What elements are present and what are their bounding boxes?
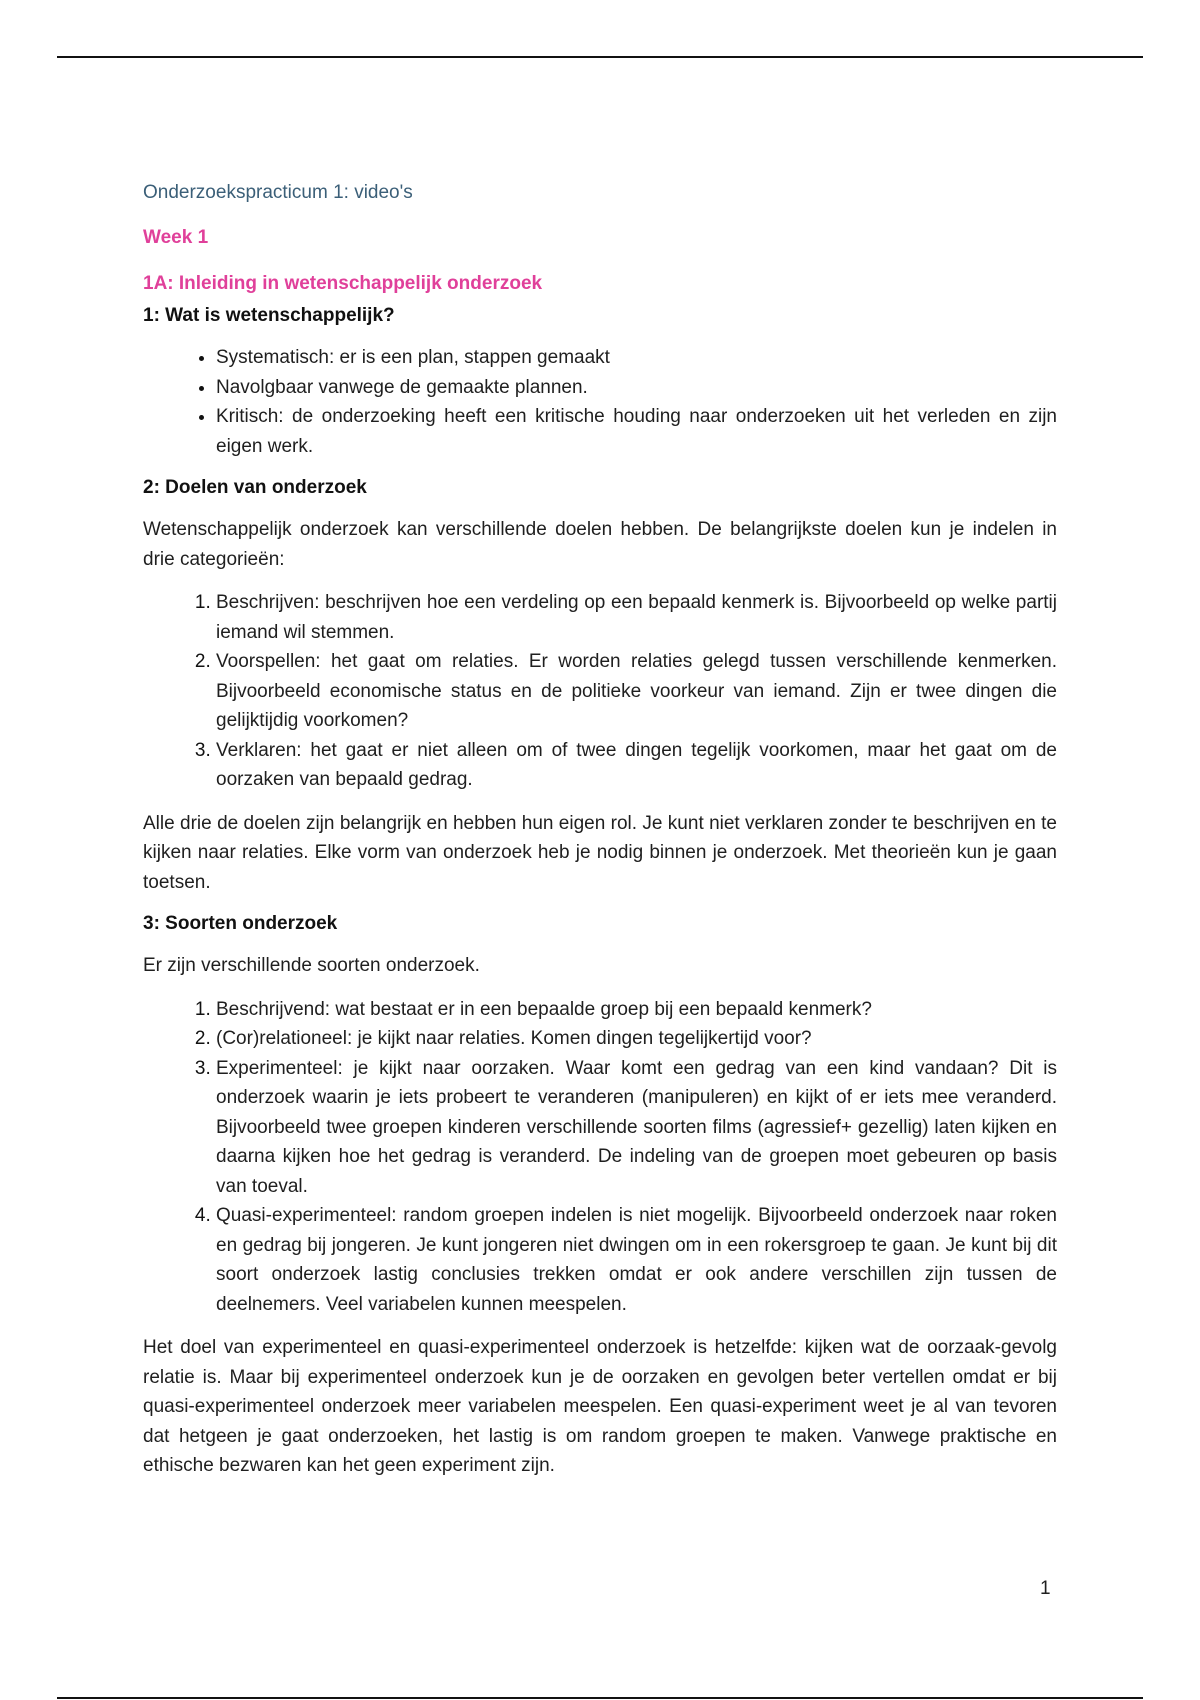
page-number: 1 <box>1040 1578 1051 1599</box>
list-item: • Navolgbaar vanwege de gemaakte plannen. <box>216 373 1057 403</box>
list-item: 2. Voorspellen: het gaat om relaties. Er worden relaties gelegd tussen verschillende kenmerken. Bijvoorbeeld economische status en de politieke voorkeur van iemand. Zijn er twee dingen die gelijktijdig voorkomen? <box>216 647 1057 736</box>
paragraph: Wetenschappelijk onderzoek kan verschillende doelen hebben. De belangrijkste doelen kun je indelen in drie categorieën: <box>143 519 1057 570</box>
bullet-list <box>143 343 1057 461</box>
footer-rule <box>57 1697 1143 1699</box>
list-item: 2. (Cor)relationeel: je kijkt naar relaties. Komen dingen tegelijkertijd voor? <box>216 1024 1057 1054</box>
list-item: • Systematisch: er is een plan, stappen gemaakt <box>216 343 1057 373</box>
subheading-doelen-van-onderzoek: 2: Doelen van onderzoek <box>143 477 367 498</box>
list-item: 3. Experimenteel: je kijkt naar oorzaken. Waar komt een gedrag van een kind vandaan? Dit is onderzoek waarin je iets probeert te veranderen (manipuleren) en kijkt of er iets mee veranderd. Bijvoorbeeld twee groepen kinderen verschillende soorten films (agressief+ gezellig) laten kijken en daarna kijken hoe het gedrag is veranderd. De indeling van de groepen moet gebeuren op basis van toeval. <box>216 1054 1057 1202</box>
numbered-list <box>143 588 1057 795</box>
paragraph: Er zijn verschillende soorten onderzoek. <box>143 955 480 976</box>
header-rule <box>57 56 1143 58</box>
paragraph: Het doel van experimenteel en quasi-experimenteel onderzoek is hetzelfde: kijken wat de oorzaak-gevolg relatie is. Maar bij experimenteel onderzoek kun je de oorzaken en gevolgen beter vertellen omdat er bij quasi-experimenteel onderzoek meer variabelen meespelen. Een quasi-experiment weet je al van tevoren dat hetgeen je gaat onderzoeken, het lastig is om random groepen te maken. Vanwege praktische en ethische bezwaren kan het geen experiment zijn. <box>143 1337 1057 1476</box>
subheading-soorten-onderzoek: 3: Soorten onderzoek <box>143 913 338 934</box>
numbered-list <box>143 995 1057 1320</box>
list-item: • Kritisch: de onderzoeking heeft een kritische houding naar onderzoeken uit het verleden en zijn eigen werk. <box>216 402 1057 461</box>
list-item: 3. Verklaren: het gaat er niet alleen om of twee dingen tegelijk voorkomen, maar het gaat om de oorzaken van bepaald gedrag. <box>216 736 1057 795</box>
paragraph: Alle drie de doelen zijn belangrijk en hebben hun eigen rol. Je kunt niet verklaren zonder te beschrijven en te kijken naar relaties. Elke vorm van onderzoek heb je nodig binnen je onderzoek. Met theorieën kun je gaan toetsen. <box>143 812 1057 893</box>
document-body <box>143 180 1057 1495</box>
section-heading: 1A: Inleiding in wetenschappelijk onderzoek <box>143 273 543 294</box>
list-item: 1. Beschrijven: beschrijven hoe een verdeling op een bepaald kenmerk is. Bijvoorbeeld op welke partij iemand wil stemmen. <box>216 588 1057 647</box>
subheading-wat-is-wetenschappelijk: 1: Wat is wetenschappelijk? <box>143 305 395 326</box>
document-title: Onderzoekspracticum 1: video's <box>143 182 413 203</box>
list-item: 4. Quasi-experimenteel: random groepen indelen is niet mogelijk. Bijvoorbeeld onderzoek naar roken en gedrag bij jongeren. Je kunt jongeren niet dwingen om in een rokersgroep te gaan. Je kunt bij dit soort onderzoek lastig conclusies trekken omdat er ook andere verschillen zijn tussen de deelnemers. Veel variabelen kunnen meespelen. <box>216 1201 1057 1319</box>
list-item: 1. Beschrijvend: wat bestaat er in een bepaalde groep bij een bepaald kenmerk? <box>216 995 1057 1025</box>
week-heading: Week 1 <box>143 227 209 248</box>
